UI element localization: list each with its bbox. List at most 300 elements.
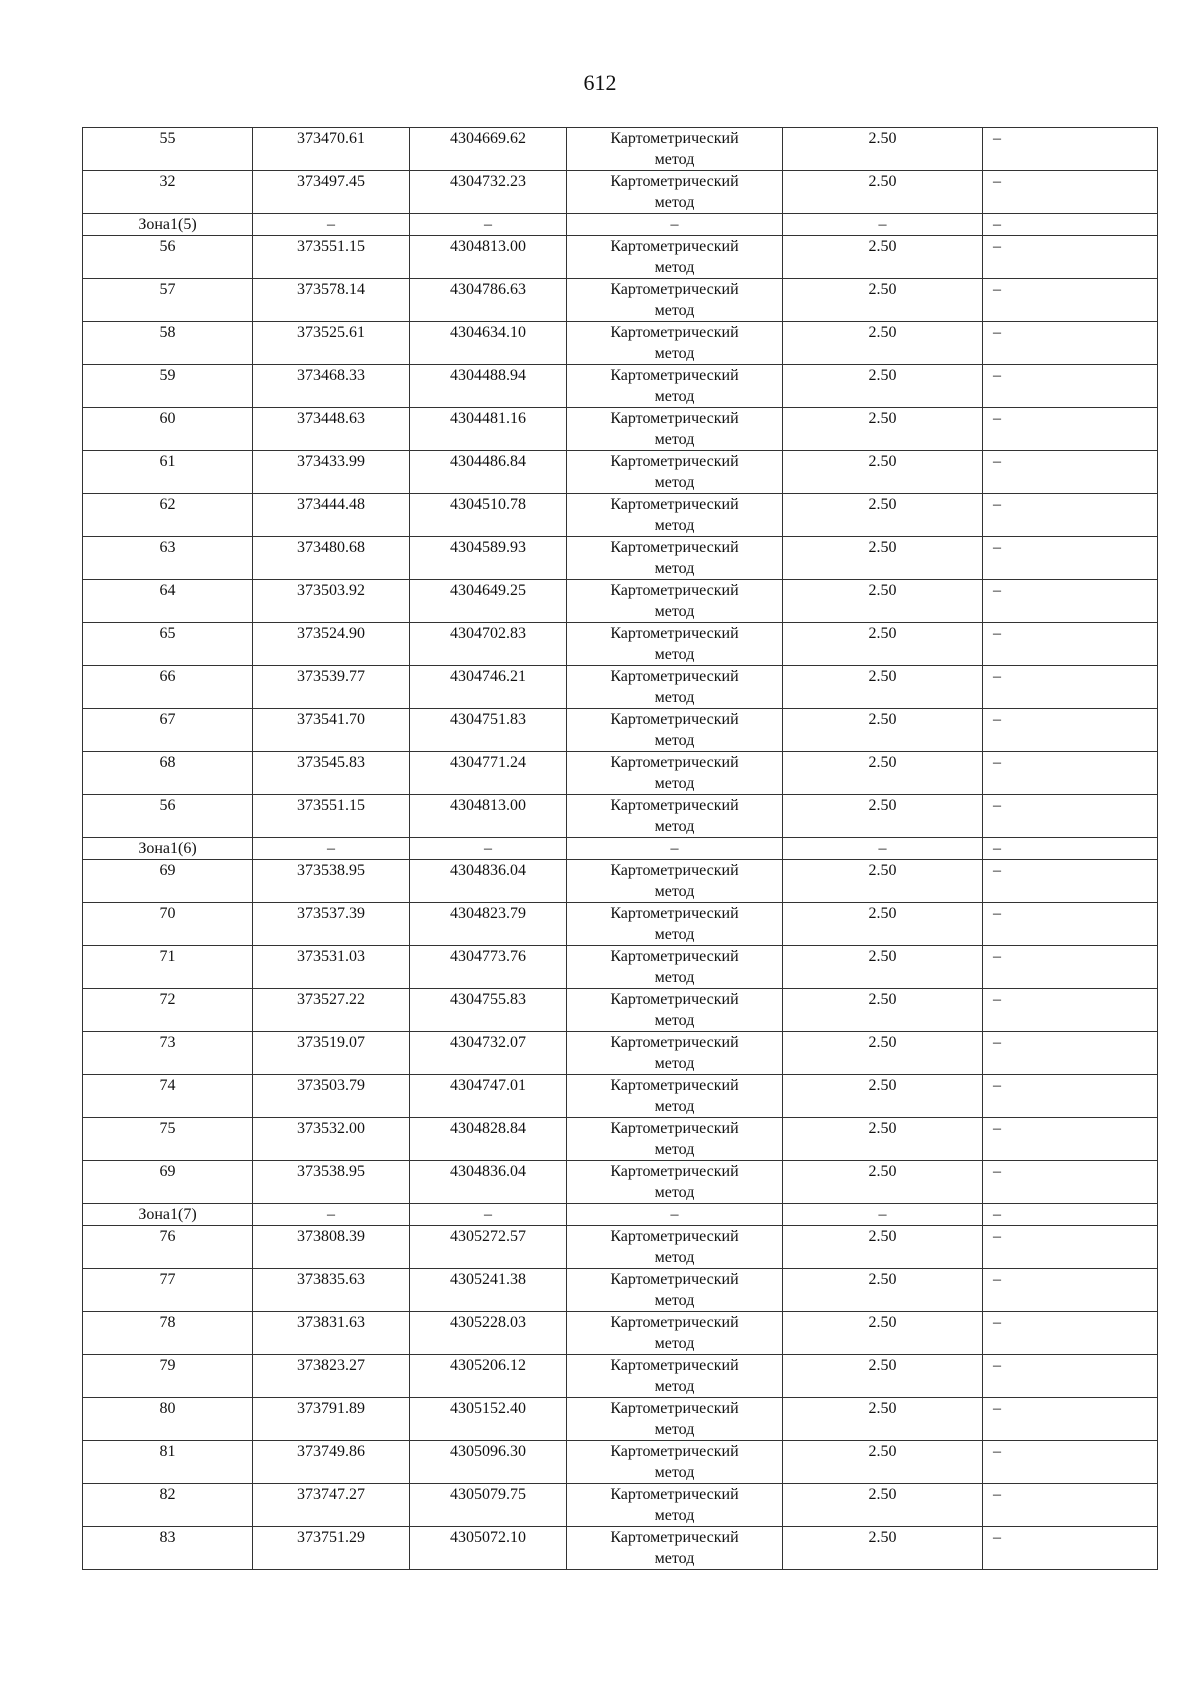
note-cell: – (983, 494, 1158, 537)
table-row (83, 1161, 1158, 1204)
table-row (83, 322, 1158, 365)
method-cell (567, 537, 783, 580)
method-text: Картометрический (610, 1034, 739, 1051)
point-id-cell: 70 (83, 903, 253, 946)
method-cell (567, 1118, 783, 1161)
method-text: Картометрический (610, 905, 739, 922)
point-id-cell: 76 (83, 1226, 253, 1269)
accuracy-cell: 2.50 (783, 666, 983, 709)
accuracy-cell: 2.50 (783, 1118, 983, 1161)
note-cell: – (983, 365, 1158, 408)
method-cell (567, 752, 783, 795)
method-cell (567, 279, 783, 322)
zone-header-row (83, 838, 1158, 860)
point-id-cell: 67 (83, 709, 253, 752)
y-coordinate-cell: 4304488.94 (410, 365, 567, 408)
x-coordinate-cell: – (253, 838, 410, 860)
note-cell: – (983, 903, 1158, 946)
method-cell (567, 666, 783, 709)
method-cell (567, 1355, 783, 1398)
method-text: метод (654, 1098, 695, 1115)
table-row (83, 128, 1158, 171)
note-cell: – (983, 1161, 1158, 1204)
method-cell (567, 1226, 783, 1269)
table-row (83, 365, 1158, 408)
x-coordinate-cell: 373519.07 (253, 1032, 410, 1075)
method-text: Картометрический (610, 625, 739, 642)
y-coordinate-cell: 4305072.10 (410, 1527, 567, 1570)
table-row (83, 795, 1158, 838)
point-id-cell: 32 (83, 171, 253, 214)
method-text: Картометрический (610, 1228, 739, 1245)
note-cell: – (983, 279, 1158, 322)
table-row (83, 623, 1158, 666)
y-coordinate-cell: 4305079.75 (410, 1484, 567, 1527)
method-text: Картометрический (610, 238, 739, 255)
accuracy-cell: 2.50 (783, 623, 983, 666)
method-text: метод (654, 1378, 695, 1395)
method-cell (567, 128, 783, 171)
note-cell: – (983, 236, 1158, 279)
note-cell: – (983, 1118, 1158, 1161)
method-text: метод (654, 1421, 695, 1438)
note-cell: – (983, 666, 1158, 709)
x-coordinate-cell: 373545.83 (253, 752, 410, 795)
method-text: метод (654, 1507, 695, 1524)
method-text: Картометрический (610, 130, 739, 147)
accuracy-cell: 2.50 (783, 989, 983, 1032)
point-id-cell: 61 (83, 451, 253, 494)
method-text: метод (654, 1464, 695, 1481)
y-coordinate-cell: 4305241.38 (410, 1269, 567, 1312)
method-text: Картометрический (610, 582, 739, 599)
x-coordinate-cell: 373532.00 (253, 1118, 410, 1161)
method-text: метод (654, 431, 695, 448)
method-cell (567, 1312, 783, 1355)
method-cell (567, 494, 783, 537)
note-cell: – (983, 752, 1158, 795)
note-cell: – (983, 1484, 1158, 1527)
method-text: Картометрический (610, 862, 739, 879)
method-text: метод (654, 646, 695, 663)
method-text: Картометрический (610, 1077, 739, 1094)
note-cell: – (983, 1204, 1158, 1226)
y-coordinate-cell: 4304746.21 (410, 666, 567, 709)
y-coordinate-cell: 4304732.23 (410, 171, 567, 214)
method-text: Картометрический (610, 1357, 739, 1374)
table-row (83, 1032, 1158, 1075)
x-coordinate-cell: 373808.39 (253, 1226, 410, 1269)
x-coordinate-cell: – (253, 1204, 410, 1226)
y-coordinate-cell: 4304773.76 (410, 946, 567, 989)
table-row (83, 1398, 1158, 1441)
x-coordinate-cell: 373578.14 (253, 279, 410, 322)
point-id-cell: 80 (83, 1398, 253, 1441)
method-text: Картометрический (610, 1314, 739, 1331)
point-id-cell: 56 (83, 236, 253, 279)
table-row (83, 408, 1158, 451)
accuracy-cell: 2.50 (783, 1484, 983, 1527)
note-cell: – (983, 1226, 1158, 1269)
accuracy-cell: – (783, 1204, 983, 1226)
table-row (83, 752, 1158, 795)
method-text: Картометрический (610, 1486, 739, 1503)
x-coordinate-cell: 373538.95 (253, 860, 410, 903)
x-coordinate-cell: 373831.63 (253, 1312, 410, 1355)
note-cell: – (983, 1441, 1158, 1484)
method-text: Картометрический (610, 754, 739, 771)
method-cell (567, 860, 783, 903)
note-cell: – (983, 795, 1158, 838)
method-text: Картометрический (610, 324, 739, 341)
accuracy-cell: 2.50 (783, 236, 983, 279)
note-cell: – (983, 408, 1158, 451)
y-coordinate-cell: 4304481.16 (410, 408, 567, 451)
method-text: – (670, 216, 679, 233)
y-coordinate-cell: 4304747.01 (410, 1075, 567, 1118)
table-row (83, 946, 1158, 989)
method-text: метод (654, 1550, 695, 1567)
y-coordinate-cell: 4304634.10 (410, 322, 567, 365)
method-text: метод (654, 775, 695, 792)
table-row (83, 1312, 1158, 1355)
accuracy-cell: 2.50 (783, 171, 983, 214)
method-text: Картометрический (610, 453, 739, 470)
method-text: метод (654, 603, 695, 620)
y-coordinate-cell: 4305206.12 (410, 1355, 567, 1398)
note-cell: – (983, 1269, 1158, 1312)
coordinates-table-body (83, 128, 1158, 1570)
method-text: Картометрический (610, 1400, 739, 1417)
table-row (83, 1527, 1158, 1570)
note-cell: – (983, 623, 1158, 666)
y-coordinate-cell: 4304702.83 (410, 623, 567, 666)
table-row (83, 1355, 1158, 1398)
x-coordinate-cell: 373531.03 (253, 946, 410, 989)
x-coordinate-cell: – (253, 214, 410, 236)
method-cell (567, 1484, 783, 1527)
point-id-cell: 63 (83, 537, 253, 580)
point-id-cell: 79 (83, 1355, 253, 1398)
y-coordinate-cell: 4304751.83 (410, 709, 567, 752)
y-coordinate-cell: 4304732.07 (410, 1032, 567, 1075)
method-text: Картометрический (610, 1529, 739, 1546)
table-row (83, 1118, 1158, 1161)
x-coordinate-cell: 373551.15 (253, 795, 410, 838)
method-text: метод (654, 474, 695, 491)
point-id-cell: 55 (83, 128, 253, 171)
table-row (83, 666, 1158, 709)
accuracy-cell: 2.50 (783, 1441, 983, 1484)
table-row (83, 1226, 1158, 1269)
accuracy-cell: – (783, 838, 983, 860)
method-cell (567, 1527, 783, 1570)
accuracy-cell: 2.50 (783, 537, 983, 580)
method-text: метод (654, 1335, 695, 1352)
note-cell: – (983, 946, 1158, 989)
point-id-cell: 82 (83, 1484, 253, 1527)
method-cell (567, 236, 783, 279)
table-row (83, 580, 1158, 623)
table-row (83, 451, 1158, 494)
accuracy-cell: 2.50 (783, 1161, 983, 1204)
point-id-cell: 59 (83, 365, 253, 408)
accuracy-cell: 2.50 (783, 1269, 983, 1312)
x-coordinate-cell: 373539.77 (253, 666, 410, 709)
method-text: метод (654, 883, 695, 900)
note-cell: – (983, 1312, 1158, 1355)
x-coordinate-cell: 373448.63 (253, 408, 410, 451)
x-coordinate-cell: 373749.86 (253, 1441, 410, 1484)
x-coordinate-cell: 373470.61 (253, 128, 410, 171)
y-coordinate-cell: 4304589.93 (410, 537, 567, 580)
y-coordinate-cell: 4304836.04 (410, 860, 567, 903)
table-row (83, 1269, 1158, 1312)
x-coordinate-cell: 373480.68 (253, 537, 410, 580)
point-id-cell: 65 (83, 623, 253, 666)
x-coordinate-cell: 373747.27 (253, 1484, 410, 1527)
method-cell (567, 903, 783, 946)
y-coordinate-cell: – (410, 838, 567, 860)
point-id-cell: 57 (83, 279, 253, 322)
note-cell: – (983, 1075, 1158, 1118)
page-number: 612 (583, 70, 617, 95)
method-text: метод (654, 1055, 695, 1072)
method-text: метод (654, 818, 695, 835)
y-coordinate-cell: 4305272.57 (410, 1226, 567, 1269)
method-text: Картометрический (610, 1163, 739, 1180)
method-text: метод (654, 926, 695, 943)
x-coordinate-cell: 373525.61 (253, 322, 410, 365)
point-id-cell: 68 (83, 752, 253, 795)
point-id-cell: Зона1(6) (83, 838, 253, 860)
method-cell (567, 214, 783, 236)
note-cell: – (983, 580, 1158, 623)
method-text: Картометрический (610, 668, 739, 685)
method-cell (567, 623, 783, 666)
y-coordinate-cell: 4304836.04 (410, 1161, 567, 1204)
method-cell (567, 709, 783, 752)
note-cell: – (983, 860, 1158, 903)
method-text: Картометрический (610, 367, 739, 384)
accuracy-cell: 2.50 (783, 752, 983, 795)
point-id-cell: 69 (83, 860, 253, 903)
y-coordinate-cell: 4304486.84 (410, 451, 567, 494)
x-coordinate-cell: 373835.63 (253, 1269, 410, 1312)
accuracy-cell: 2.50 (783, 709, 983, 752)
point-id-cell: 71 (83, 946, 253, 989)
method-text: Картометрический (610, 948, 739, 965)
method-text: Картометрический (610, 173, 739, 190)
table-row (83, 1075, 1158, 1118)
method-cell (567, 1269, 783, 1312)
accuracy-cell: 2.50 (783, 1398, 983, 1441)
method-text: Картометрический (610, 539, 739, 556)
x-coordinate-cell: 373541.70 (253, 709, 410, 752)
y-coordinate-cell: 4304828.84 (410, 1118, 567, 1161)
accuracy-cell: 2.50 (783, 322, 983, 365)
table-row (83, 1441, 1158, 1484)
y-coordinate-cell: 4304755.83 (410, 989, 567, 1032)
table-row (83, 537, 1158, 580)
method-cell (567, 580, 783, 623)
method-text: – (670, 1206, 679, 1223)
accuracy-cell: 2.50 (783, 860, 983, 903)
method-text: метод (654, 1292, 695, 1309)
point-id-cell: 72 (83, 989, 253, 1032)
point-id-cell: 83 (83, 1527, 253, 1570)
note-cell: – (983, 838, 1158, 860)
method-text: метод (654, 1141, 695, 1158)
method-cell (567, 365, 783, 408)
point-id-cell: 75 (83, 1118, 253, 1161)
method-text: метод (654, 732, 695, 749)
accuracy-cell: 2.50 (783, 128, 983, 171)
method-text: метод (654, 259, 695, 276)
method-cell (567, 946, 783, 989)
table-row (83, 1484, 1158, 1527)
method-cell (567, 171, 783, 214)
y-coordinate-cell: 4304786.63 (410, 279, 567, 322)
accuracy-cell: 2.50 (783, 1355, 983, 1398)
method-text: – (670, 840, 679, 857)
method-text: метод (654, 969, 695, 986)
point-id-cell: 78 (83, 1312, 253, 1355)
point-id-cell: 56 (83, 795, 253, 838)
point-id-cell: 73 (83, 1032, 253, 1075)
table-row (83, 709, 1158, 752)
method-text: Картометрический (610, 797, 739, 814)
method-text: метод (654, 302, 695, 319)
method-cell (567, 989, 783, 1032)
method-cell (567, 1075, 783, 1118)
point-id-cell: 77 (83, 1269, 253, 1312)
method-text: метод (654, 345, 695, 362)
method-cell (567, 1441, 783, 1484)
point-id-cell: 66 (83, 666, 253, 709)
x-coordinate-cell: 373433.99 (253, 451, 410, 494)
y-coordinate-cell: 4305096.30 (410, 1441, 567, 1484)
note-cell: – (983, 1032, 1158, 1075)
accuracy-cell: 2.50 (783, 365, 983, 408)
note-cell: – (983, 171, 1158, 214)
method-text: метод (654, 194, 695, 211)
y-coordinate-cell: 4304813.00 (410, 236, 567, 279)
x-coordinate-cell: 373503.79 (253, 1075, 410, 1118)
method-cell (567, 1161, 783, 1204)
x-coordinate-cell: 373791.89 (253, 1398, 410, 1441)
method-cell (567, 838, 783, 860)
x-coordinate-cell: 373551.15 (253, 236, 410, 279)
method-text: метод (654, 560, 695, 577)
note-cell: – (983, 451, 1158, 494)
point-id-cell: 81 (83, 1441, 253, 1484)
note-cell: – (983, 322, 1158, 365)
method-text: метод (654, 388, 695, 405)
accuracy-cell: 2.50 (783, 903, 983, 946)
point-id-cell: 69 (83, 1161, 253, 1204)
accuracy-cell: 2.50 (783, 1527, 983, 1570)
method-text: метод (654, 1012, 695, 1029)
y-coordinate-cell: 4304823.79 (410, 903, 567, 946)
x-coordinate-cell: 373527.22 (253, 989, 410, 1032)
point-id-cell: 58 (83, 322, 253, 365)
method-text: метод (654, 151, 695, 168)
accuracy-cell: 2.50 (783, 494, 983, 537)
method-text: Картометрический (610, 1271, 739, 1288)
y-coordinate-cell: – (410, 214, 567, 236)
method-cell (567, 1204, 783, 1226)
accuracy-cell: 2.50 (783, 795, 983, 838)
x-coordinate-cell: 373503.92 (253, 580, 410, 623)
point-id-cell: Зона1(5) (83, 214, 253, 236)
y-coordinate-cell: 4304771.24 (410, 752, 567, 795)
method-cell (567, 1032, 783, 1075)
method-text: метод (654, 689, 695, 706)
method-text: Картометрический (610, 991, 739, 1008)
x-coordinate-cell: 373497.45 (253, 171, 410, 214)
coordinates-table (82, 127, 1158, 1570)
x-coordinate-cell: 373468.33 (253, 365, 410, 408)
note-cell: – (983, 128, 1158, 171)
accuracy-cell: 2.50 (783, 1312, 983, 1355)
y-coordinate-cell: 4304669.62 (410, 128, 567, 171)
method-text: Картометрический (610, 410, 739, 427)
accuracy-cell: – (783, 214, 983, 236)
table-row (83, 989, 1158, 1032)
note-cell: – (983, 709, 1158, 752)
table-row (83, 860, 1158, 903)
accuracy-cell: 2.50 (783, 580, 983, 623)
accuracy-cell: 2.50 (783, 1075, 983, 1118)
table-row (83, 236, 1158, 279)
method-cell (567, 451, 783, 494)
x-coordinate-cell: 373538.95 (253, 1161, 410, 1204)
method-text: Картометрический (610, 1120, 739, 1137)
note-cell: – (983, 1355, 1158, 1398)
y-coordinate-cell: 4304649.25 (410, 580, 567, 623)
method-text: Картометрический (610, 711, 739, 728)
table-row (83, 279, 1158, 322)
y-coordinate-cell: – (410, 1204, 567, 1226)
zone-header-row (83, 214, 1158, 236)
method-text: метод (654, 1249, 695, 1266)
note-cell: – (983, 214, 1158, 236)
y-coordinate-cell: 4304813.00 (410, 795, 567, 838)
x-coordinate-cell: 373823.27 (253, 1355, 410, 1398)
accuracy-cell: 2.50 (783, 451, 983, 494)
zone-header-row (83, 1204, 1158, 1226)
y-coordinate-cell: 4305228.03 (410, 1312, 567, 1355)
y-coordinate-cell: 4305152.40 (410, 1398, 567, 1441)
note-cell: – (983, 1398, 1158, 1441)
x-coordinate-cell: 373751.29 (253, 1527, 410, 1570)
note-cell: – (983, 1527, 1158, 1570)
method-text: Картометрический (610, 281, 739, 298)
method-cell (567, 322, 783, 365)
y-coordinate-cell: 4304510.78 (410, 494, 567, 537)
x-coordinate-cell: 373537.39 (253, 903, 410, 946)
point-id-cell: 60 (83, 408, 253, 451)
method-cell (567, 795, 783, 838)
point-id-cell: 74 (83, 1075, 253, 1118)
accuracy-cell: 2.50 (783, 408, 983, 451)
method-cell (567, 1398, 783, 1441)
table-row (83, 171, 1158, 214)
point-id-cell: 64 (83, 580, 253, 623)
table-row (83, 903, 1158, 946)
accuracy-cell: 2.50 (783, 946, 983, 989)
